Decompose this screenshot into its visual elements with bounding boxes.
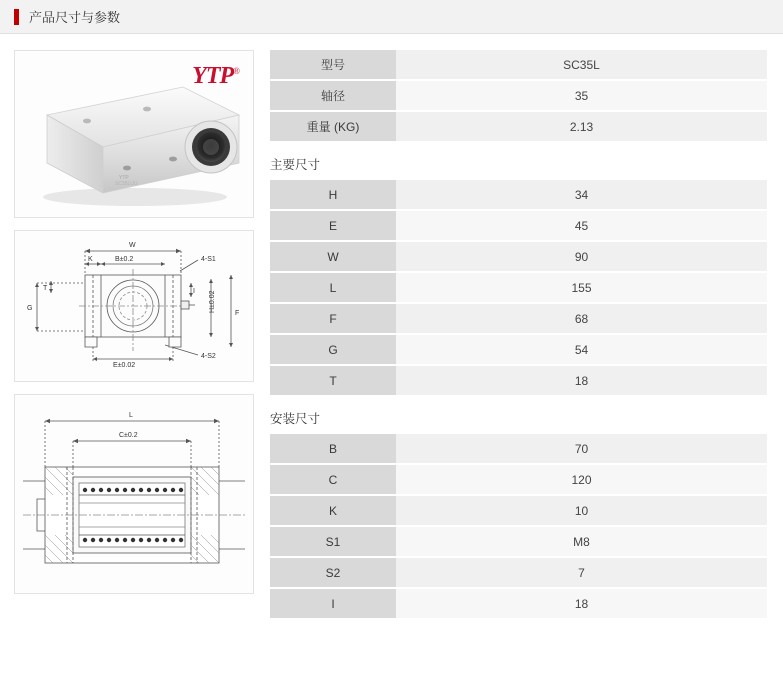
dim-key: G <box>270 334 396 365</box>
dim-value: 120 <box>396 464 767 495</box>
engraved-model: SC35LUU <box>115 181 138 187</box>
mount-dims-table <box>270 434 767 620</box>
spec-value: 2.13 <box>396 111 767 142</box>
dim-l-label: L <box>129 412 133 419</box>
main-dims-title: 主要尺寸 <box>270 158 321 172</box>
page-header <box>0 0 783 34</box>
dim-value: 68 <box>396 303 767 334</box>
label-s2: 4-S2 <box>201 353 216 360</box>
spec-key: 轴径 <box>270 80 396 111</box>
spec-key: 型号 <box>270 50 396 80</box>
dim-value: 54 <box>396 334 767 365</box>
table-row <box>270 588 767 619</box>
spec-column <box>270 50 767 620</box>
dim-key: C <box>270 464 396 495</box>
front-view-drawing <box>15 231 253 381</box>
dim-w-label: W <box>129 242 136 249</box>
spec-table <box>270 50 767 143</box>
ytp-logo-text: YTP <box>192 63 234 89</box>
dim-key: S1 <box>270 526 396 557</box>
dim-f-label: F <box>235 310 240 317</box>
content-area <box>0 34 783 620</box>
front-view-drawing-panel <box>14 230 254 382</box>
section-view-drawing <box>15 395 253 593</box>
dim-value: 70 <box>396 434 767 464</box>
table-row <box>270 50 767 80</box>
dim-value: M8 <box>396 526 767 557</box>
dim-h-label: H±0.02 <box>209 290 216 313</box>
table-row <box>270 434 767 464</box>
dim-e-label: E±0.02 <box>113 362 136 369</box>
dim-key: B <box>270 434 396 464</box>
dim-value: 155 <box>396 272 767 303</box>
dim-value: 45 <box>396 210 767 241</box>
accent-bar <box>14 9 19 25</box>
engraved-brand: YTP <box>119 175 129 181</box>
dim-g-label: G <box>27 305 33 312</box>
section-view-drawing-panel <box>14 394 254 594</box>
dim-key: W <box>270 241 396 272</box>
dim-key: F <box>270 303 396 334</box>
table-row <box>270 557 767 588</box>
table-row <box>270 464 767 495</box>
page-title: 产品尺寸与参数 <box>29 10 121 25</box>
table-row <box>270 111 767 142</box>
table-row <box>270 210 767 241</box>
table-row <box>270 495 767 526</box>
ytp-logo-mark: ® <box>233 66 239 76</box>
table-row <box>270 241 767 272</box>
dim-k-label: K <box>88 256 93 263</box>
spec-value: SC35L <box>396 50 767 80</box>
dim-value: 18 <box>396 365 767 396</box>
dim-c-label: C±0.2 <box>119 432 138 439</box>
product-photo-panel <box>14 50 254 218</box>
mount-dims-title: 安装尺寸 <box>270 412 321 426</box>
image-column <box>14 50 254 620</box>
label-s1: 4-S1 <box>201 256 216 263</box>
dim-i-label: I <box>193 288 195 295</box>
dim-value: 10 <box>396 495 767 526</box>
dim-key: T <box>270 365 396 396</box>
dim-key: H <box>270 180 396 210</box>
dim-value: 34 <box>396 180 767 210</box>
main-dims-table <box>270 180 767 397</box>
dim-value: 18 <box>396 588 767 619</box>
dim-value: 90 <box>396 241 767 272</box>
dim-b-label: B±0.2 <box>115 256 134 263</box>
dim-key: I <box>270 588 396 619</box>
dim-t-label: T <box>43 285 48 292</box>
table-row <box>270 272 767 303</box>
dim-key: K <box>270 495 396 526</box>
dim-key: S2 <box>270 557 396 588</box>
table-row <box>270 303 767 334</box>
dim-key: L <box>270 272 396 303</box>
table-row <box>270 526 767 557</box>
ytp-logo <box>192 63 239 90</box>
dim-key: E <box>270 210 396 241</box>
table-row <box>270 365 767 396</box>
table-row <box>270 80 767 111</box>
spec-value: 35 <box>396 80 767 111</box>
spec-key: 重量 (KG) <box>270 111 396 142</box>
table-row <box>270 180 767 210</box>
table-row <box>270 334 767 365</box>
dim-value: 7 <box>396 557 767 588</box>
